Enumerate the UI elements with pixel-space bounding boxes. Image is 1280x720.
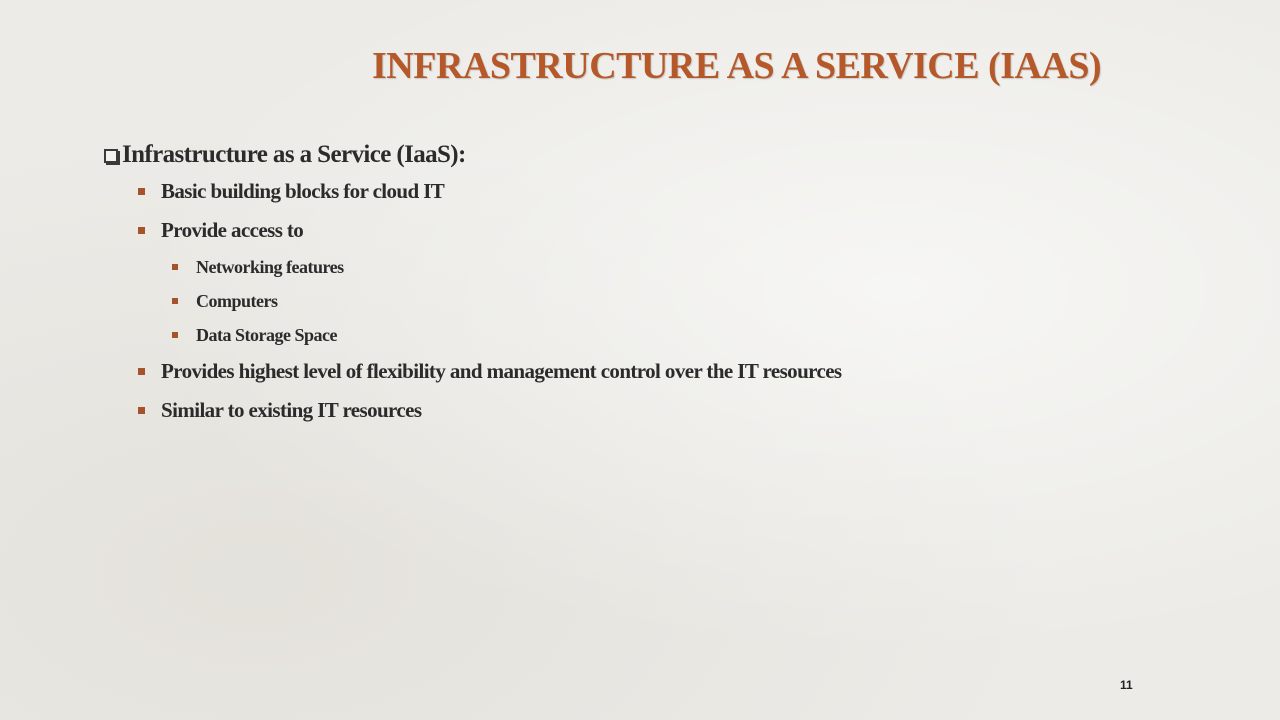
bullet-item	[138, 391, 1104, 430]
sub-bullet-text: Data Storage Space	[196, 324, 337, 345]
hollow-square-icon	[104, 149, 118, 163]
square-bullet-icon	[138, 368, 145, 375]
square-bullet-icon	[172, 264, 178, 270]
heading-text: Infrastructure as a Service (IaaS):	[122, 141, 466, 168]
sub-bullet-item	[172, 284, 1104, 318]
sub-bullet-item	[172, 318, 1104, 352]
heading-item	[104, 138, 1104, 172]
square-bullet-icon	[138, 188, 145, 195]
bullet-item	[138, 172, 1104, 211]
sub-bullet-text: Computers	[196, 290, 278, 311]
slide-title: INFRASTRUCTURE AS A SERVICE (IAAS)	[372, 45, 1102, 87]
square-bullet-icon	[138, 227, 145, 234]
bullet-text: Basic building blocks for cloud IT	[161, 179, 445, 203]
bullet-item	[138, 211, 1104, 250]
page-number: 11	[1120, 678, 1133, 692]
square-bullet-icon	[138, 407, 145, 414]
sub-bullet-text: Networking features	[196, 256, 344, 277]
slide-content	[104, 138, 1104, 430]
bullet-text: Similar to existing IT resources	[161, 398, 422, 422]
square-bullet-icon	[172, 332, 178, 338]
square-bullet-icon	[172, 298, 178, 304]
sub-bullet-item	[172, 250, 1104, 284]
bullet-text: Provides highest level of flexibility and management control over the IT resources	[161, 359, 842, 383]
bullet-text: Provide access to	[161, 218, 304, 242]
bullet-item	[138, 352, 1104, 391]
